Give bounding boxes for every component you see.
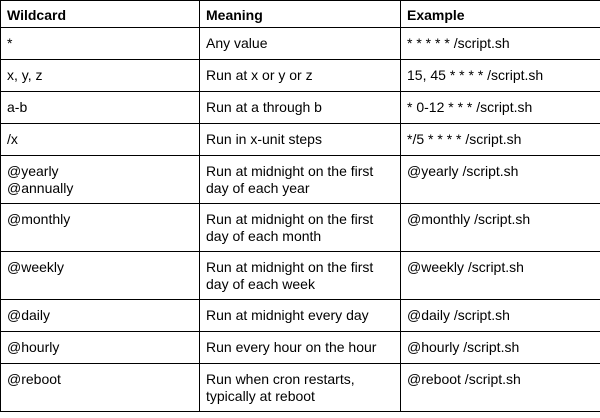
table-row [1, 204, 600, 252]
table-row [1, 28, 600, 60]
example-cell: * * * * * /script.sh [401, 28, 600, 60]
meaning-cell: Run at midnight on the first day of each week [200, 252, 401, 300]
example-cell: @reboot /script.sh [401, 364, 600, 412]
meaning-cell: Any value [200, 28, 401, 60]
header-wildcard: Wildcard [1, 1, 200, 28]
table-header-row [1, 1, 600, 28]
meaning-cell: Run at midnight every day [200, 300, 401, 332]
example-cell: @monthly /script.sh [401, 204, 600, 252]
wildcard-cell: @hourly [1, 332, 200, 364]
example-cell: * 0-12 * * * /script.sh [401, 92, 600, 124]
table-row [1, 332, 600, 364]
meaning-cell: Run at a through b [200, 92, 401, 124]
example-cell: */5 * * * * /script.sh [401, 124, 600, 156]
meaning-cell: Run at midnight on the first day of each month [200, 204, 401, 252]
example-cell: @weekly /script.sh [401, 252, 600, 300]
wildcard-cell: @reboot [1, 364, 200, 412]
table-row [1, 156, 600, 204]
example-cell: @hourly /script.sh [401, 332, 600, 364]
meaning-cell: Run at x or y or z [200, 60, 401, 92]
meaning-cell: Run in x-unit steps [200, 124, 401, 156]
meaning-cell: Run when cron restarts, typically at reboot [200, 364, 401, 412]
wildcard-cell: x, y, z [1, 60, 200, 92]
wildcard-cell: a-b [1, 92, 200, 124]
wildcard-cell: @yearly @annually [1, 156, 200, 204]
wildcard-cell: /x [1, 124, 200, 156]
example-cell: 15, 45 * * * * /script.sh [401, 60, 600, 92]
table-row [1, 364, 600, 412]
example-cell: @yearly /script.sh [401, 156, 600, 204]
table-row [1, 124, 600, 156]
header-example: Example [401, 1, 600, 28]
example-cell: @daily /script.sh [401, 300, 600, 332]
table-row [1, 60, 600, 92]
meaning-cell: Run every hour on the hour [200, 332, 401, 364]
header-meaning: Meaning [200, 1, 401, 28]
table-row [1, 92, 600, 124]
table-row [1, 252, 600, 300]
wildcard-cell: @monthly [1, 204, 200, 252]
wildcard-cell: * [1, 28, 200, 60]
table-row [1, 300, 600, 332]
wildcard-cell: @weekly [1, 252, 200, 300]
wildcard-cell: @daily [1, 300, 200, 332]
meaning-cell: Run at midnight on the first day of each year [200, 156, 401, 204]
